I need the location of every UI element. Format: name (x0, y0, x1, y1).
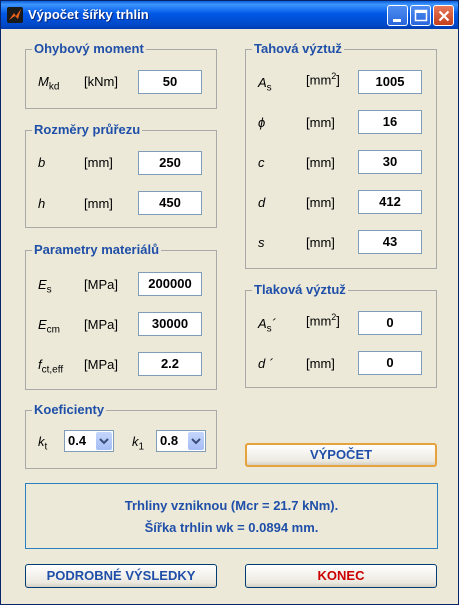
chevron-down-icon[interactable] (188, 432, 204, 450)
group-title: Rozměry průřezu (34, 122, 141, 137)
kt-selected-value: 0.4 (68, 433, 87, 448)
symbol-fcteff: $f_{ct,eff}$ (38, 357, 64, 376)
unit-label: [MPa] (84, 317, 118, 332)
unit-label: [mm] (84, 196, 113, 211)
chevron-down-icon[interactable] (96, 432, 112, 450)
s-input[interactable]: 43 (358, 230, 422, 254)
symbol-mkd: $M_{kd}$ (38, 74, 60, 93)
group-bending-moment (25, 41, 217, 109)
symbol-c: c (258, 155, 265, 170)
unit-label: [mm] (306, 155, 335, 170)
group-material-parameters (25, 242, 217, 390)
unit-label: [MPa] (84, 277, 118, 292)
unit-label: [mm] (306, 356, 335, 371)
b-input[interactable]: 250 (138, 151, 202, 175)
result-panel (25, 483, 438, 549)
symbol-kt: $k_t$ (38, 434, 48, 453)
as-input[interactable]: 1005 (358, 70, 422, 94)
symbol-d-prime: d ´ (258, 356, 274, 371)
as-prime-input[interactable]: 0 (358, 311, 422, 335)
symbol-phi: ϕ (258, 115, 266, 130)
mkd-input[interactable]: 50 (138, 70, 202, 94)
minimize-icon (388, 6, 409, 27)
symbol-k1: $k_1$ (132, 434, 145, 453)
group-coefficients (25, 402, 217, 469)
symbol-d: d (258, 195, 266, 210)
group-tension-reinforcement (245, 41, 437, 269)
unit-label: [mm] (306, 195, 335, 210)
d-prime-input[interactable]: 0 (358, 351, 422, 375)
result-line-1: Trhliny vzniknou (Mcr = 21.7 kNm). (124, 498, 339, 513)
group-title: Parametry materiálů (34, 242, 160, 257)
phi-input[interactable]: 16 (358, 110, 422, 134)
ecm-input[interactable]: 30000 (138, 312, 202, 336)
detailed-results-button[interactable]: PODROBNÉ VÝSLEDKY (25, 564, 217, 588)
group-section-dimensions (25, 122, 217, 228)
title-bar[interactable] (1, 1, 458, 29)
window-title: Výpočet šířky trhlin (28, 7, 149, 22)
unit-label: $[mm^2]$ (306, 312, 340, 329)
d-input[interactable]: 412 (358, 190, 422, 214)
symbol-es: $E_s$ (38, 277, 52, 296)
unit-label: $[mm^2]$ (306, 71, 340, 88)
unit-label: [mm] (84, 155, 113, 170)
c-input[interactable]: 30 (358, 150, 422, 174)
close-button[interactable] (433, 5, 454, 26)
unit-label: [MPa] (84, 357, 118, 372)
k1-select[interactable] (156, 430, 206, 452)
group-title: Ohybový moment (34, 41, 144, 56)
matlab-logo-icon (7, 7, 23, 23)
group-title: Koeficienty (34, 402, 105, 417)
kt-select[interactable] (64, 430, 114, 452)
symbol-as-prime: $A_s´$ (258, 316, 277, 335)
symbol-as: $A_s$ (258, 75, 272, 94)
symbol-s: s (258, 235, 265, 250)
minimize-button[interactable] (387, 5, 408, 26)
fcteff-input[interactable]: 2.2 (138, 352, 202, 376)
symbol-ecm: $E_{cm}$ (38, 317, 61, 336)
k1-selected-value: 0.8 (160, 433, 179, 448)
result-line-2: Šířka trhlin wk = 0.0894 mm. (144, 520, 319, 535)
unit-label: [mm] (306, 115, 335, 130)
symbol-b: b (38, 155, 46, 170)
client-area (5, 29, 454, 600)
symbol-h: h (38, 196, 46, 211)
calculate-button[interactable]: VÝPOČET (245, 443, 437, 467)
unit-label: [kNm] (84, 74, 118, 89)
unit-label: [mm] (306, 235, 335, 250)
maximize-icon (411, 6, 432, 27)
es-input[interactable]: 200000 (138, 272, 202, 296)
exit-button[interactable]: KONEC (245, 564, 437, 588)
close-icon (434, 6, 455, 27)
maximize-button[interactable] (410, 5, 431, 26)
h-input[interactable]: 450 (138, 191, 202, 215)
group-compression-reinforcement (245, 282, 437, 388)
group-title: Tlaková výztuž (254, 282, 346, 297)
group-title: Tahová výztuž (254, 41, 342, 56)
